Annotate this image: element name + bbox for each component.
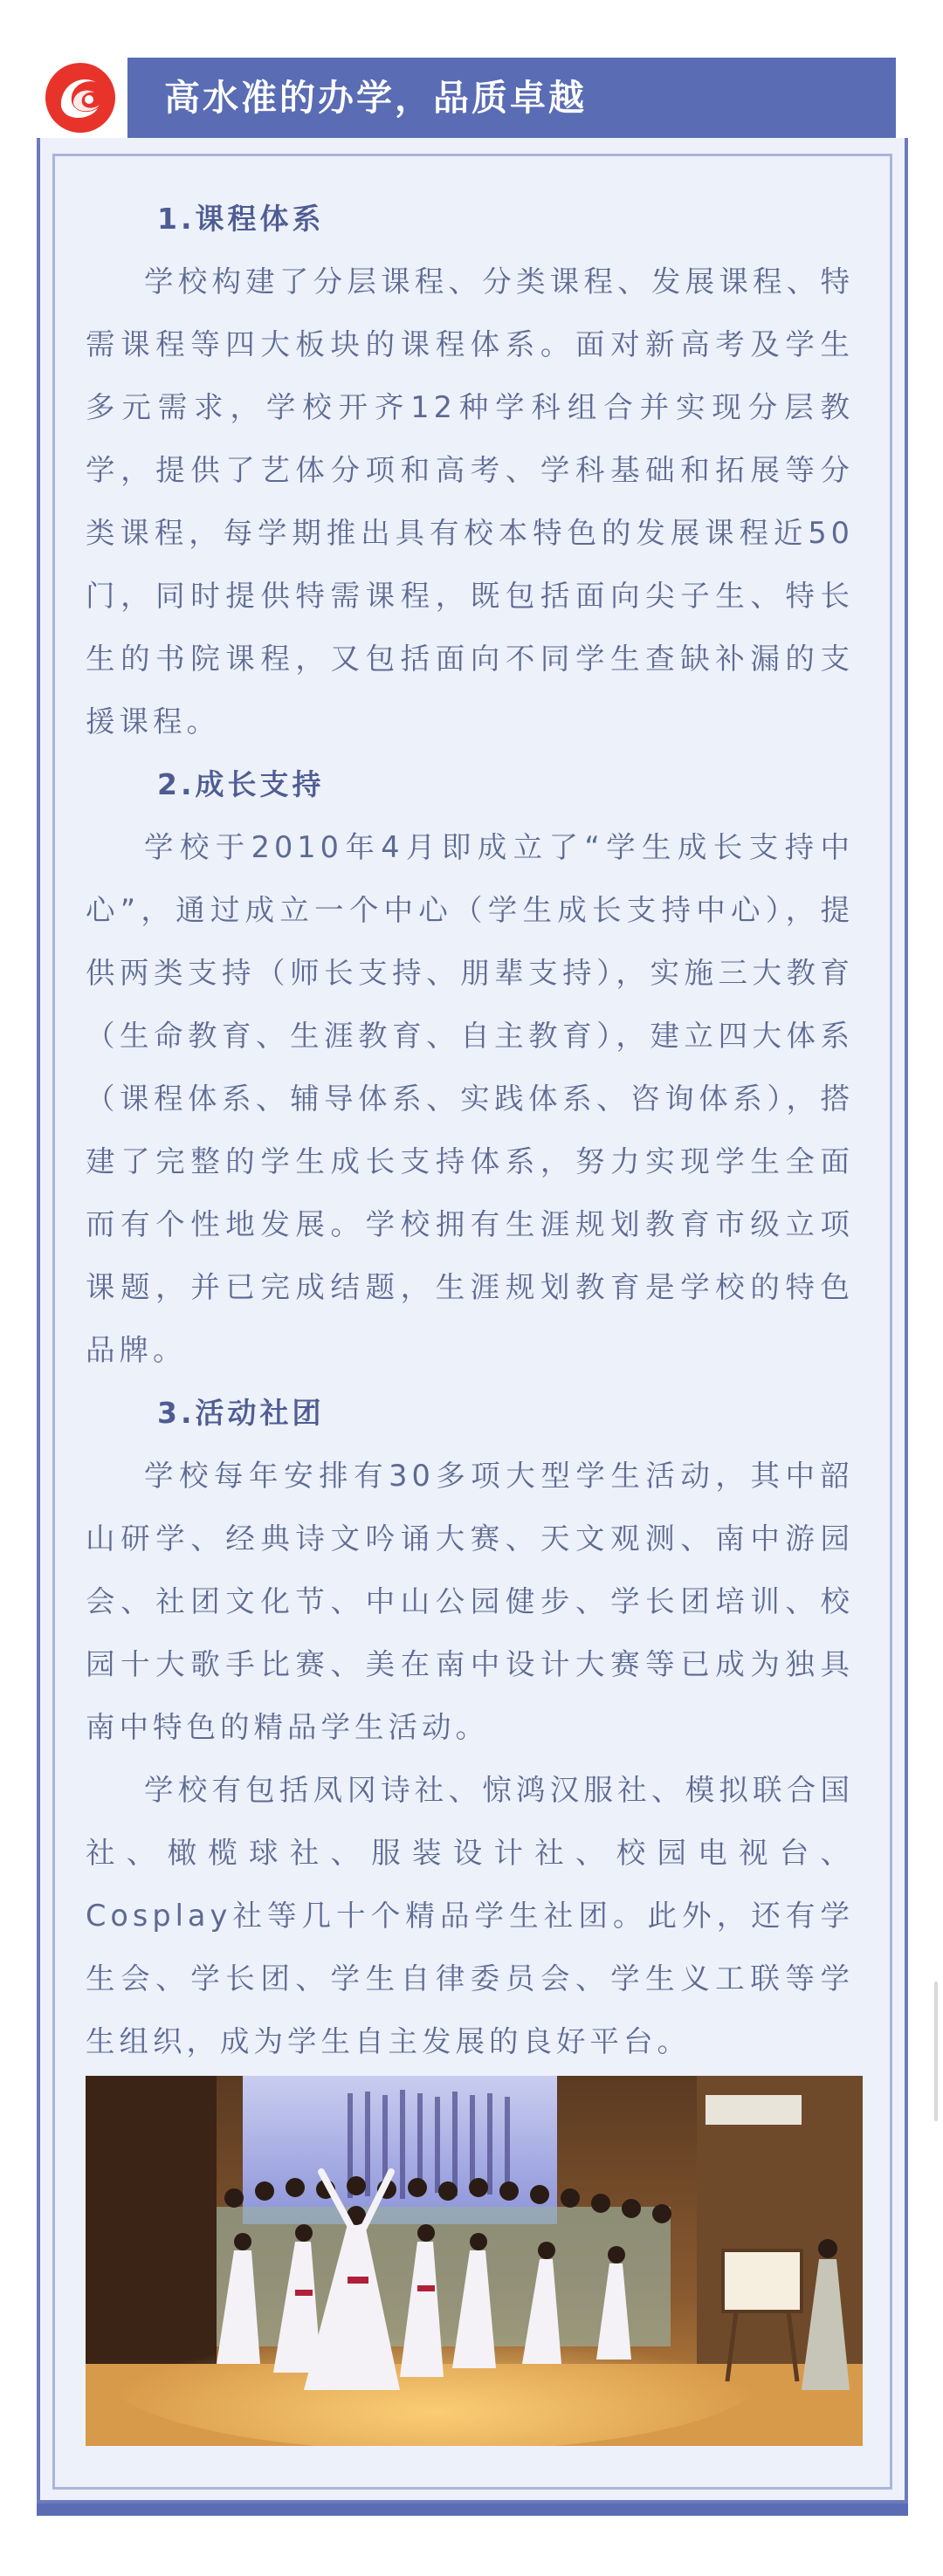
section-heading-activities: 3.活动社团 [157, 1396, 325, 1430]
section-heading-growth-support: 2.成长支持 [157, 767, 325, 801]
section-paragraph: 学校每年安排有30多项大型学生活动，其中韶山研学、经典诗文吟诵大赛、天文观测、南中游园会、社团文化节、中山公园健步、学长团培训、校园十大歌手比赛、美在南中设计大赛等已成为独具南中特色的精品学生活动。 [86, 1459, 854, 1744]
section-paragraph: 学校有包括凤冈诗社、惊鸿汉服社、模拟联合国社、橄榄球社、服装设计社、校园电视台、Cosplay社等几十个精品学生社团。此外，还有学生会、学长团、学生自律委员会、学生义工联等学生组织，成为学生自主发展的良好平台。 [86, 1773, 854, 2058]
page-title: 高水准的办学，品质卓越 [127, 58, 896, 138]
article-body [86, 188, 854, 2073]
section-paragraph: 学校构建了分层课程、分类课程、发展课程、特需课程等四大板块的课程体系。面对新高考及学生多元需求，学校开齐12种学科组合并实现分层教学，提供了艺体分项和高考、学科基础和拓展等分类课程，每学期推出具有校本特色的发展课程近50门，同时提供特需课程，既包括面向尖子生、特长生的书院课程，又包括面向不同学生查缺补漏的支援课程。 [86, 264, 854, 738]
school-logo-icon [44, 61, 117, 134]
section-heading-curriculum: 1.课程体系 [157, 202, 325, 236]
bottom-divider [37, 2504, 908, 2516]
scrollbar[interactable] [934, 1982, 938, 2121]
stage-performance-photo [86, 2076, 863, 2446]
section-paragraph: 学校于2010年4月即成立了“学生成长支持中心”，通过成立一个中心（学生成长支持中心），提供两类支持（师长支持、朋辈支持），实施三大教育（生命教育、生涯教育、自主教育），建立四大体系（课程体系、辅导体系、实践体系、咨询体系），搭建了完整的学生成长支持体系，努力实现学生全面而有个性地发展。学校拥有生涯规划教育市级立项课题，并已完成结题，生涯规划教育是学校的特色品牌。 [86, 830, 854, 1367]
